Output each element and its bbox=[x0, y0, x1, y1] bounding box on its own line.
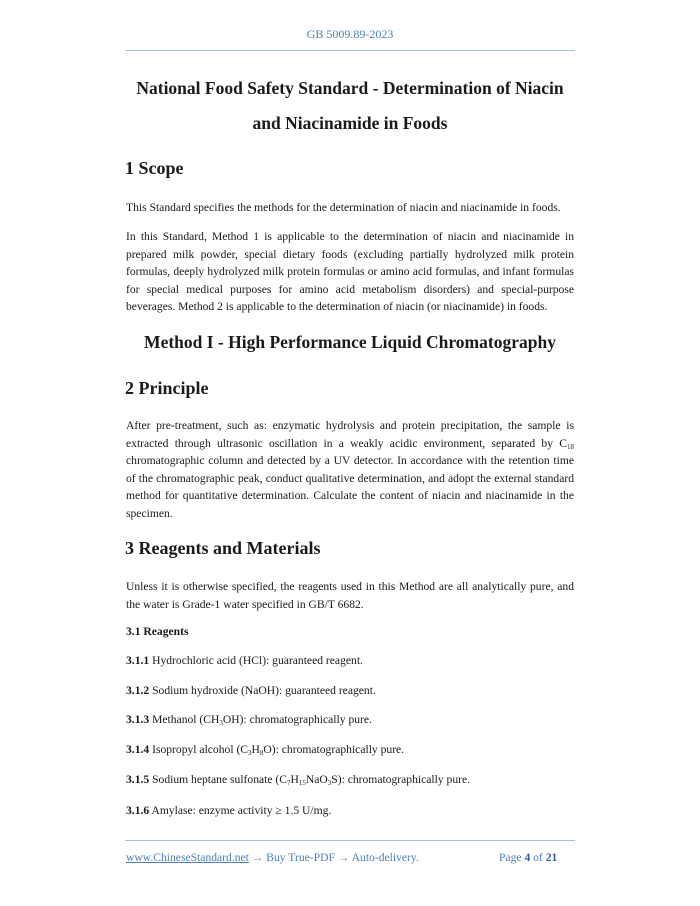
scope-paragraph-1: This Standard specifies the methods for the determination of niacin and niacinamide in foods. bbox=[126, 201, 561, 214]
reagent-item: 3.1.3 Methanol $(CH_3OH)$: chromatographically pure. bbox=[126, 713, 372, 727]
section-scope-heading: 1 Scope bbox=[125, 158, 184, 178]
footer-divider bbox=[125, 840, 575, 841]
header-standard-code: GB 5009.89-2023 bbox=[306, 27, 394, 41]
header-divider bbox=[125, 50, 575, 51]
document-title-line2: and Niacinamide in Foods bbox=[252, 113, 448, 133]
reagent-item: 3.1.5 Sodium heptane sulfonate $(C_7H_{15}NaO_3S)$: chromatographically pure. bbox=[126, 773, 471, 787]
reagents-paragraph: Unless it is otherwise specified, the reagents used in this Method are all analytically pure, and the water is Grade-1 water specified in GB/T 6682. bbox=[126, 580, 574, 611]
document-title-line1: National Food Safety Standard - Determination of Niacin bbox=[136, 78, 564, 98]
section-principle-heading: 2 Principle bbox=[125, 378, 209, 398]
reagent-item: 3.1.1 Hydrochloric acid (HCl): guaranteed reagent. bbox=[126, 654, 363, 667]
scope-paragraph-2: In this Standard, Method 1 is applicable to the determination of niacin and niacinamide in prepared milk powder, special dietary foods (excluding partially hydrolyzed milk protein formulas, deeply hydrolyzed milk protein formulas or amino acid formulas, and infant formulas for special medical purposes for amino acid metabolism disorders) and special-purpose beverages. Method 2 is applicable to the determination of niacin (or niacinamide) in foods. bbox=[126, 230, 574, 314]
footer-site-link[interactable]: www.ChineseStandard.net bbox=[126, 851, 249, 864]
section-reagents-heading: 3 Reagents and Materials bbox=[125, 538, 321, 558]
principle-paragraph: After pre-treatment, such as: enzymatic hydrolysis and protein precipitation, the sample is extracted through ultrasonic oscillation in a weakly acidic environment, separated by $C_{18}$ chromatographic column and detected by a UV detector. In accordance with the retention time of the chromatographic peak, conduct qualitative determination, and adopt the external standard method for quantitative determination. Calculate the content of niacin and niacinamide in the specimen. bbox=[126, 419, 574, 520]
footer-promo: www.ChineseStandard.net → Buy True-PDF → Auto-delivery. bbox=[126, 851, 419, 864]
footer-page-number: Page 4 of 21 bbox=[499, 851, 558, 864]
subsection-reagents-heading: 3.1 Reagents bbox=[126, 625, 189, 638]
reagent-item: 3.1.6 Amylase: enzyme activity ≥ 1.5 U/mg. bbox=[126, 804, 332, 817]
method-heading: Method I - High Performance Liquid Chromatography bbox=[144, 332, 556, 352]
reagent-item: 3.1.4 Isopropyl alcohol $(C_3H_8O)$: chromatographically pure. bbox=[126, 743, 405, 757]
reagent-item: 3.1.2 Sodium hydroxide (NaOH): guaranteed reagent. bbox=[126, 684, 376, 697]
